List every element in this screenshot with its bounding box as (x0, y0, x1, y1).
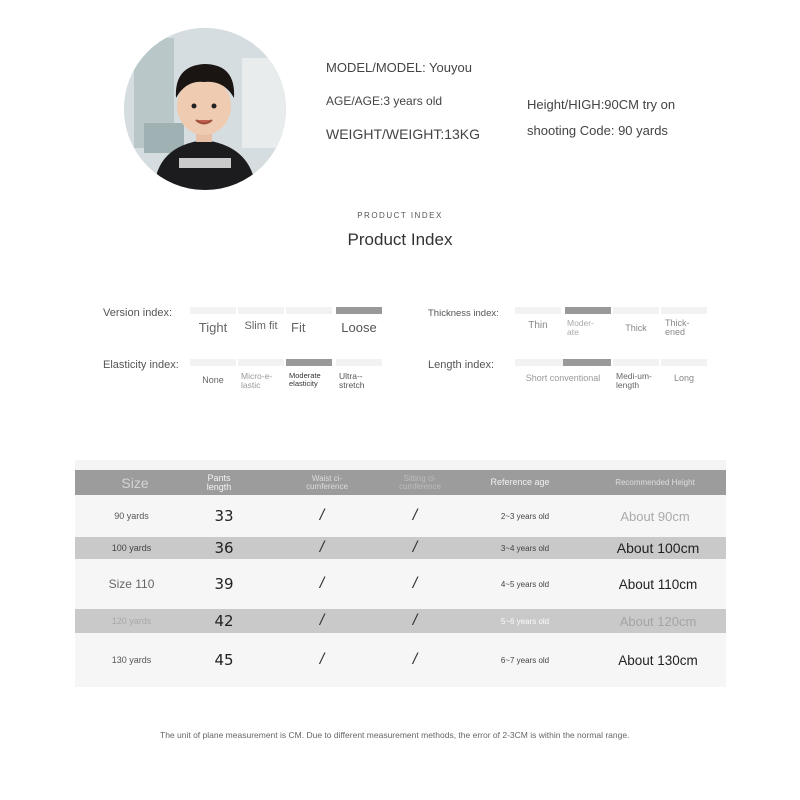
model-age: AGE/AGE:3 years old (326, 94, 443, 108)
cell-pants-length: 33 (214, 507, 234, 525)
cell-recommended-height: About 120cm (619, 613, 697, 629)
table-row (75, 495, 726, 537)
cell-size: 100 yards (111, 543, 152, 553)
thickness-option-moderate (565, 307, 611, 337)
cell-reference-age: 3~4 years old (500, 543, 550, 553)
option-label: Thick-ened (665, 318, 690, 338)
product-index-title: Product Index (347, 230, 453, 249)
version-index-label: Version index: (103, 307, 173, 319)
header-pants-length: Pants length (206, 472, 232, 492)
cell-pants-length: 36 (214, 539, 234, 557)
table-row (75, 537, 726, 559)
cell-reference-age: 2~3 years old (500, 511, 550, 521)
option-label: Moder-ate (567, 318, 594, 337)
cell-reference-age: 6~7 years old (500, 655, 550, 665)
option-bar (613, 359, 659, 366)
cell-waist: / (319, 539, 325, 556)
option-label: Moderate elasticity (289, 371, 321, 388)
option-label: Long (673, 373, 695, 383)
header-reference-age: Reference age (490, 477, 550, 487)
cell-sitting: / (412, 507, 418, 524)
option-bar (613, 307, 659, 314)
option-bar (661, 307, 707, 314)
cell-waist: / (319, 651, 325, 668)
cell-pants-length: 42 (214, 612, 234, 630)
cell-reference-age: 5~6 years old (500, 616, 550, 626)
option-bar (515, 307, 561, 314)
model-weight: WEIGHT/WEIGHT:13KG (326, 126, 481, 142)
table-row (75, 633, 726, 687)
model-photo (124, 28, 286, 190)
option-label: Ultra--stretch (339, 371, 365, 390)
option-label: Slim fit (244, 320, 278, 332)
cell-recommended-height: About 100cm (616, 540, 700, 556)
cell-sitting: / (412, 612, 418, 629)
length-option-long (661, 359, 707, 383)
option-label: Loose (341, 320, 377, 335)
version-option-loose (336, 307, 382, 335)
header-size: Size (121, 474, 149, 491)
cell-sitting: / (412, 575, 418, 592)
cell-recommended-height: About 110cm (618, 576, 698, 592)
cell-size: Size 110 (108, 577, 155, 591)
shooting-code: shooting Code: 90 yards (527, 123, 668, 138)
option-label: Medi-um-length (616, 371, 652, 390)
option-bar (190, 307, 236, 314)
cell-recommended-height: About 130cm (618, 652, 698, 668)
measurement-footnote: The unit of plane measurement is CM. Due to different measurement methods, the error of 2-3CM is within the normal range. (160, 730, 630, 740)
cell-waist: / (319, 507, 325, 524)
option-bar (661, 359, 707, 366)
length-index-label: Length index: (428, 359, 495, 371)
model-height: Height/HIGH:90CM try on (527, 97, 676, 112)
option-bar-selected (286, 359, 332, 366)
header-sitting-circumference: Sitting ci-cumference (399, 473, 441, 491)
cell-pants-length: 45 (214, 651, 234, 669)
elasticity-option-none (190, 359, 236, 385)
header-waist-circumference: Waist ci-cumference (306, 473, 348, 491)
option-label: Thick (625, 323, 647, 333)
length-selected-bar (563, 359, 611, 366)
cell-waist: / (319, 575, 325, 592)
thickness-option-thick (613, 307, 659, 333)
product-index-subtitle: PRODUCT INDEX (357, 211, 443, 220)
cell-size: 90 yards (114, 511, 149, 521)
model-name: MODEL/MODEL: Youyou (326, 60, 472, 75)
thickness-index-label: Thickness index: (428, 308, 499, 319)
table-row (75, 609, 726, 633)
version-option-tight (190, 307, 236, 335)
elasticity-index-label: Elasticity index: (103, 359, 179, 371)
table-header (75, 470, 726, 495)
table-row (75, 559, 726, 609)
cell-sitting: / (412, 539, 418, 556)
child-model-illustration (124, 28, 286, 190)
option-label: Micro-e-lastic (241, 371, 273, 390)
elasticity-option-ultra-stretch (336, 359, 382, 390)
option-bar (286, 307, 332, 314)
option-label: Fit (291, 320, 306, 335)
option-label: Short conventional (525, 373, 601, 383)
cell-sitting: / (412, 651, 418, 668)
version-option-slim-fit (238, 307, 284, 333)
option-bar-selected (565, 307, 611, 314)
cell-waist: / (319, 612, 325, 629)
thickness-option-thickened (661, 307, 707, 338)
option-label: None (202, 375, 224, 385)
option-label: Thin (528, 320, 548, 331)
length-option-medium-length (613, 359, 659, 390)
elasticity-option-micro-elastic (238, 359, 284, 390)
option-bar (238, 307, 284, 314)
thickness-option-thin (515, 307, 561, 332)
elasticity-option-moderate (286, 359, 332, 388)
size-table (75, 460, 726, 687)
option-bar (336, 359, 382, 366)
cell-pants-length: 39 (214, 575, 234, 593)
cell-size: 130 yards (111, 655, 152, 665)
header-recommended-height: Recommended Height (615, 477, 695, 487)
option-label: Tight (198, 320, 228, 335)
option-bar-selected (336, 307, 382, 314)
cell-size: 120 yards (111, 616, 152, 626)
version-option-fit (286, 307, 332, 335)
cell-recommended-height: About 90cm (620, 508, 690, 524)
option-bar (190, 359, 236, 366)
option-bar (238, 359, 284, 366)
cell-reference-age: 4~5 years old (500, 579, 550, 589)
